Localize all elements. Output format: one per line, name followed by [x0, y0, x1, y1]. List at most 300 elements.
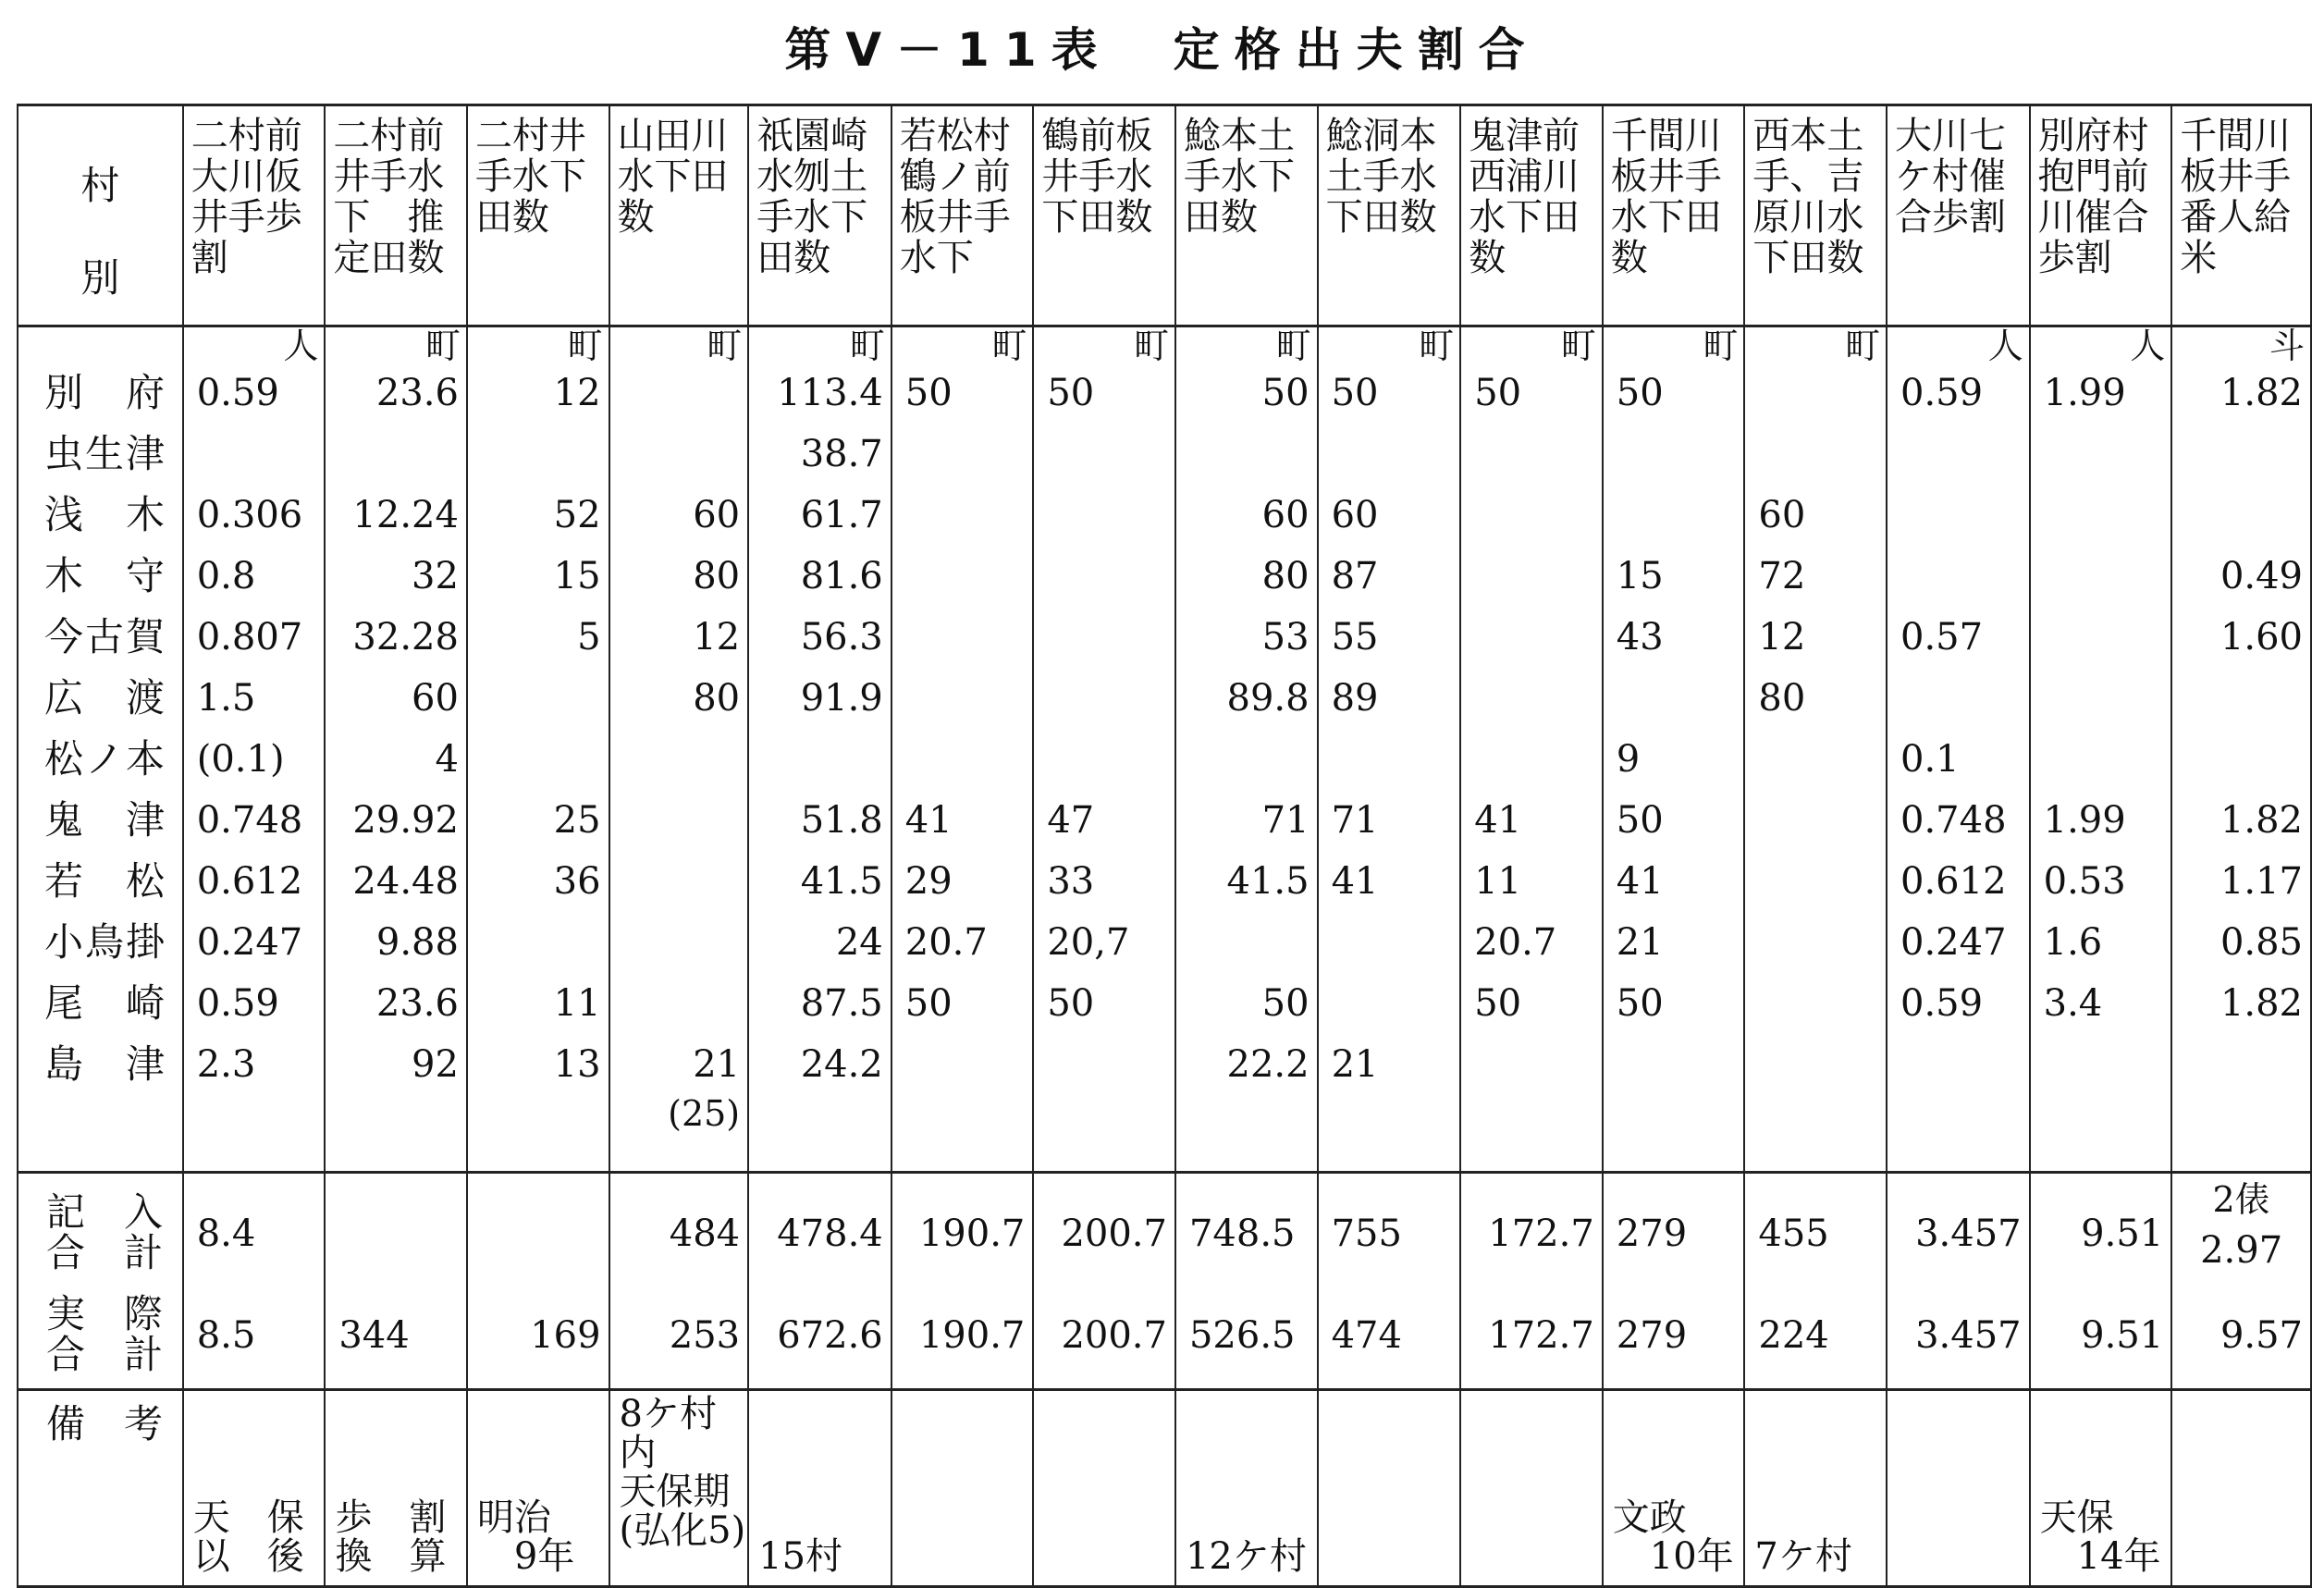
- table-cell: [1176, 912, 1317, 973]
- table-cell-note: (25): [668, 1093, 741, 1134]
- notes-column: [891, 1390, 1034, 1587]
- table-cell: [2031, 546, 2171, 607]
- table-cell: 71: [1331, 799, 1379, 842]
- totals-cell: 9.51: [2081, 1213, 2164, 1255]
- column-header-text: 大川七ケ村催合歩割: [1895, 115, 2007, 239]
- table-cell: [610, 729, 748, 790]
- table-cell: 50: [1047, 372, 1095, 414]
- totals-label-top: 実 際: [46, 1291, 164, 1336]
- totals-label-bottom: 合 計: [46, 1230, 164, 1275]
- table-cell: [2031, 424, 2171, 485]
- table-cell: 21: [1331, 1043, 1379, 1086]
- column-header-text: 若松村鶴ノ前板井手水下: [899, 115, 1011, 279]
- value-column: [1460, 326, 1603, 1173]
- table-cell: [749, 729, 891, 790]
- totals-cell: 3.457: [1915, 1314, 2022, 1357]
- table-cell: 55: [1331, 616, 1379, 659]
- table-cell: [1319, 424, 1460, 485]
- totals-cell: 672.6: [777, 1314, 883, 1357]
- table-cell: [2172, 485, 2310, 546]
- totals-column: [891, 1173, 1034, 1390]
- table-cell: 87: [1331, 555, 1379, 597]
- table-cell: 20,7: [1047, 921, 1130, 964]
- notes-cell: 文政 10年: [1612, 1496, 1734, 1578]
- table-cell: 15: [553, 555, 601, 597]
- value-list: [184, 363, 325, 1095]
- value-column: [183, 326, 326, 1173]
- totals-column: [1603, 1173, 1745, 1390]
- table-cell: 11: [553, 982, 601, 1025]
- table-cell: 0.59: [1900, 372, 1984, 414]
- table-cell: [1745, 1034, 1886, 1095]
- table-cell: 80: [693, 555, 741, 597]
- village-name: 鬼 津: [44, 797, 167, 843]
- table-cell: 0.53: [2043, 860, 2126, 903]
- notes-label-column: [18, 1390, 183, 1587]
- table-cell: [1745, 912, 1886, 973]
- table-cell: 21: [693, 1043, 741, 1086]
- unit-label: 人: [1987, 326, 2023, 366]
- table-cell: 60: [693, 494, 741, 536]
- totals-column: [1887, 1173, 2030, 1390]
- value-column: [1318, 326, 1461, 1173]
- village-name: 今古賀: [44, 614, 167, 659]
- table-cell: 0.306: [196, 494, 303, 536]
- notes-column: [1744, 1390, 1887, 1587]
- table-cell: 50: [1047, 982, 1095, 1025]
- unit-label: 人: [2130, 326, 2166, 366]
- table-cell: 71: [1261, 799, 1310, 842]
- totals-label-bottom: 合 計: [46, 1332, 164, 1377]
- totals-column: [1175, 1173, 1318, 1390]
- table-cell: 50: [1331, 372, 1379, 414]
- table-cell: 32.28: [352, 616, 459, 659]
- value-column: [467, 326, 609, 1173]
- table-cell: 12: [1758, 616, 1806, 659]
- value-list: [749, 363, 891, 1095]
- value-column: [1744, 326, 1887, 1173]
- value-column: [1887, 326, 2030, 1173]
- table-cell: 60: [412, 677, 459, 720]
- table-cell: 80: [1261, 555, 1310, 597]
- table-cell: [1461, 546, 1602, 607]
- column-header: [1887, 105, 2030, 326]
- table-cell: [468, 912, 609, 973]
- table-cell: 12: [693, 616, 741, 659]
- unit-label: 町: [1275, 326, 1311, 366]
- column-header: [467, 105, 609, 326]
- value-list: [326, 363, 466, 1095]
- unit-label: 町: [1560, 326, 1596, 366]
- table-cell: [468, 729, 609, 790]
- value-list: [1034, 363, 1174, 1095]
- table-cell: [1319, 912, 1460, 973]
- totals-label: [18, 1189, 164, 1275]
- column-header-text: 千間川板井手番人給米: [2180, 115, 2292, 279]
- table-cell: [1745, 363, 1886, 424]
- column-header: [748, 105, 891, 326]
- totals-column: [1744, 1173, 1887, 1390]
- table-cell: [2172, 668, 2310, 729]
- table-cell: [1034, 485, 1174, 546]
- value-list: [468, 363, 609, 1095]
- table-cell: 0.59: [196, 372, 279, 414]
- table-cell: [892, 729, 1033, 790]
- table-cell: [892, 607, 1033, 668]
- value-list: [1604, 363, 1744, 1095]
- table-cell: 50: [1261, 372, 1310, 414]
- column-header-text: 鬼津前西浦川水下田数: [1469, 115, 1580, 279]
- totals-column: [1033, 1173, 1175, 1390]
- table-cell: 72: [1758, 555, 1806, 597]
- table-cell: 24.48: [352, 860, 459, 903]
- table-cell: [1034, 607, 1174, 668]
- table-cell: [1887, 1034, 2029, 1095]
- table-cell: [1034, 729, 1174, 790]
- village-column: [18, 326, 183, 1173]
- table-cell: [1604, 485, 1744, 546]
- unit-label: 町: [1133, 326, 1169, 366]
- village-name: 尾 崎: [44, 980, 167, 1026]
- table-cell: 29.92: [352, 799, 459, 842]
- totals-column: [183, 1173, 326, 1390]
- table-cell: 1.6: [2043, 921, 2103, 964]
- column-header-text: 千間川板井手水下田数: [1610, 115, 1722, 279]
- table-cell: 4: [435, 738, 459, 781]
- totals-cell: 344: [338, 1314, 410, 1357]
- column-header: [891, 105, 1034, 326]
- table-cell: 89: [1331, 677, 1379, 720]
- table-cell: [2031, 729, 2171, 790]
- notes-column: [2030, 1390, 2172, 1587]
- totals-label-column: [18, 1173, 183, 1390]
- village-name: 松ノ本: [44, 736, 167, 782]
- totals-cell: 3.457: [1915, 1213, 2022, 1255]
- column-header: [1460, 105, 1603, 326]
- table-cell: [2031, 668, 2171, 729]
- totals-column: [609, 1173, 749, 1390]
- column-header: [1603, 105, 1745, 326]
- table-cell: 41: [904, 799, 953, 842]
- notes-cell: 歩 割 換 算: [335, 1496, 447, 1578]
- unit-label: 斗: [2269, 326, 2305, 366]
- table-cell: 50: [1474, 372, 1522, 414]
- table-cell: [1745, 790, 1886, 851]
- column-header: [183, 105, 326, 326]
- table-cell: 60: [1758, 494, 1806, 536]
- table-cell: 52: [553, 494, 601, 536]
- table-cell: [1887, 668, 2029, 729]
- table-cell: [1461, 729, 1602, 790]
- village-name: 虫生津: [44, 431, 167, 476]
- village-name: 木 守: [44, 553, 167, 598]
- table-cell: 24.2: [800, 1043, 883, 1086]
- table-cell: [892, 668, 1033, 729]
- table-cell: [468, 668, 609, 729]
- unit-label: 町: [707, 326, 743, 366]
- totals-column: [1460, 1173, 1603, 1390]
- data-table: [17, 104, 2312, 1588]
- table-cell: 0.8: [196, 555, 256, 597]
- totals-cell: 484: [669, 1213, 741, 1255]
- column-header: [1744, 105, 1887, 326]
- table-cell: 1.17: [2219, 860, 2303, 903]
- table-cell: 50: [1474, 982, 1522, 1025]
- table-cell: 2.3: [196, 1043, 256, 1086]
- table-cell: 0.247: [1900, 921, 2007, 964]
- table-cell: 23.6: [375, 372, 459, 414]
- notes-column: [2171, 1390, 2311, 1587]
- table-cell: [1034, 424, 1174, 485]
- table-cell: [1887, 424, 2029, 485]
- table-cell: [1604, 424, 1744, 485]
- totals-column: [325, 1173, 467, 1390]
- column-header-text: 二村前大川仮井手歩割: [191, 115, 302, 279]
- totals-cell: 190.7: [918, 1314, 1026, 1357]
- totals-cell: 9.57: [2219, 1314, 2303, 1357]
- table-cell: 47: [1047, 799, 1095, 842]
- totals-cell: 224: [1758, 1314, 1829, 1357]
- table-cell: [2172, 729, 2310, 790]
- table-cell: 15: [1616, 555, 1664, 597]
- notes-cell: 天 保 以 後: [192, 1496, 304, 1578]
- table-cell: [1034, 546, 1174, 607]
- table-cell: [468, 424, 609, 485]
- table-cell: [892, 485, 1033, 546]
- table-cell: 20.7: [1474, 921, 1557, 964]
- value-column: [748, 326, 891, 1173]
- table-cell: 60: [1261, 494, 1310, 536]
- village-name: 若 松: [44, 858, 167, 904]
- table-cell: [1461, 607, 1602, 668]
- table-cell: 50: [904, 982, 953, 1025]
- table-cell: 36: [553, 860, 601, 903]
- value-list: [892, 363, 1033, 1095]
- column-header-text: 山田川 水下田数: [617, 115, 766, 239]
- value-column: [2030, 326, 2172, 1173]
- column-header: [2030, 105, 2172, 326]
- village-name: 小鳥掛: [44, 919, 167, 965]
- notes-column: [1033, 1390, 1175, 1587]
- table-cell: 61.7: [800, 494, 883, 536]
- value-column: [2171, 326, 2311, 1173]
- table-cell: [1745, 851, 1886, 912]
- table-cell: 12: [553, 372, 601, 414]
- table-cell: 60: [1331, 494, 1379, 536]
- value-list: [1319, 363, 1460, 1095]
- table-cell: 51.8: [800, 799, 883, 842]
- table-cell: 1.5: [196, 677, 256, 720]
- column-header: [2171, 105, 2311, 326]
- totals-cell: 253: [669, 1314, 741, 1357]
- notes-column: [325, 1390, 467, 1587]
- table-cell: 22.2: [1226, 1043, 1310, 1086]
- notes-row: [18, 1390, 2311, 1587]
- column-header: [1318, 105, 1461, 326]
- value-column: [1033, 326, 1175, 1173]
- table-cell: 0.612: [196, 860, 303, 903]
- totals-label-top: 記 入: [46, 1189, 164, 1235]
- table-cell: [1461, 1034, 1602, 1095]
- totals-cell: 2.97: [2200, 1229, 2283, 1272]
- table-cell: [1176, 729, 1317, 790]
- table-cell: 50: [904, 372, 953, 414]
- table-cell: 38.7: [800, 433, 883, 475]
- table-cell: 1.60: [2219, 616, 2303, 659]
- totals-cell: 8.5: [196, 1314, 256, 1357]
- table-cell: [1034, 1034, 1174, 1095]
- table-cell: [610, 851, 748, 912]
- table-cell: [1461, 668, 1602, 729]
- totals-cell: 9.51: [2081, 1314, 2164, 1357]
- table-cell: 0.59: [196, 982, 279, 1025]
- table-cell: [892, 424, 1033, 485]
- notes-column: [467, 1390, 609, 1587]
- totals-cell: 8.4: [196, 1213, 256, 1255]
- table-cell: 1.99: [2043, 372, 2126, 414]
- table-cell: 25: [553, 799, 601, 842]
- column-header: [1033, 105, 1175, 326]
- village-name: 島 津: [44, 1041, 167, 1087]
- table-cell: [1887, 485, 2029, 546]
- table-cell: [1604, 668, 1744, 729]
- table-cell: 1.99: [2043, 799, 2126, 842]
- unit-label: 町: [424, 326, 461, 366]
- table-cell: [2031, 607, 2171, 668]
- column-header-text: 別府村抱門前川催合歩割: [2037, 115, 2149, 279]
- table-cell: [610, 363, 748, 424]
- notes-cell: 12ケ村: [1185, 1535, 1307, 1578]
- table-cell: 3.4: [2043, 982, 2103, 1025]
- totals-column: [2171, 1173, 2311, 1390]
- table-cell: 41: [1616, 860, 1664, 903]
- table-cell: [1319, 973, 1460, 1034]
- table-cell: 9: [1616, 738, 1641, 781]
- table-cell: 24: [835, 921, 883, 964]
- value-column: [325, 326, 467, 1173]
- totals-cell: 455: [1758, 1213, 1829, 1255]
- table-cell: 43: [1616, 616, 1664, 659]
- table-cell: [1604, 1034, 1744, 1095]
- table-cell: [1745, 424, 1886, 485]
- totals-label: [18, 1291, 164, 1377]
- value-list: [1745, 363, 1886, 1095]
- notes-cell: 天保 14年: [2039, 1496, 2161, 1578]
- value-list: [1176, 363, 1317, 1095]
- totals-cell: 200.7: [1061, 1314, 1167, 1357]
- notes-column: [1460, 1390, 1603, 1587]
- notes-column: [183, 1390, 326, 1587]
- table-cell: 0.748: [196, 799, 303, 842]
- table-cell: [1461, 424, 1602, 485]
- totals-cell: 478.4: [777, 1213, 883, 1255]
- table-cell: 50: [1261, 982, 1310, 1025]
- table-cell: 41.5: [1226, 860, 1310, 903]
- table-cell: 41: [1331, 860, 1379, 903]
- table-cell: [610, 973, 748, 1034]
- unit-label: 町: [1419, 326, 1455, 366]
- table-cell: 5: [577, 616, 601, 659]
- table-cell: [1745, 729, 1886, 790]
- table-cell: 50: [1616, 799, 1664, 842]
- village-name: 広 渡: [44, 675, 167, 720]
- table-cell: [326, 424, 466, 485]
- page-title: 第V－11表 定格出夫割合: [784, 23, 1540, 77]
- table-cell: [1034, 668, 1174, 729]
- notes-cell: 8ケ村 内 天保期 (弘化5): [619, 1393, 746, 1552]
- table-cell: [1887, 546, 2029, 607]
- row-label-text: [18, 106, 182, 325]
- value-column: [1603, 326, 1745, 1173]
- unit-label: 町: [567, 326, 603, 366]
- table-cell: 0.85: [2219, 921, 2303, 964]
- table-cell: 33: [1047, 860, 1095, 903]
- table-cell: 92: [412, 1043, 459, 1086]
- table-cell: 41: [1474, 799, 1522, 842]
- village-name: 浅 木: [44, 492, 167, 537]
- table-cell: 91.9: [800, 677, 883, 720]
- table-cell: [1745, 973, 1886, 1034]
- table-cell: [892, 1034, 1033, 1095]
- totals-cell: [326, 1203, 466, 1264]
- totals-column: [748, 1173, 891, 1390]
- column-header-text: 鯰洞本土手水下田数: [1325, 115, 1437, 239]
- unit-label: 町: [1845, 326, 1881, 366]
- table-cell: 50: [1616, 372, 1664, 414]
- table-cell: [1461, 485, 1602, 546]
- table-cell: 113.4: [777, 372, 883, 414]
- table-cell: 0.57: [1900, 616, 1984, 659]
- table-cell: [2172, 424, 2310, 485]
- column-header-text: 西本土手、吉原川水下田数: [1752, 115, 1864, 279]
- value-list: [1461, 363, 1602, 1095]
- table-cell: 41.5: [800, 860, 883, 903]
- table-cell: 53: [1261, 616, 1310, 659]
- table-cell: 29: [904, 860, 953, 903]
- table-cell: [892, 546, 1033, 607]
- table-cell: [610, 790, 748, 851]
- table-cell: 56.3: [800, 616, 883, 659]
- table-cell: 0.1: [1900, 738, 1960, 781]
- totals-cell: 279: [1616, 1213, 1688, 1255]
- table-cell: 1.82: [2219, 372, 2303, 414]
- table-cell: [2031, 485, 2171, 546]
- table-cell: (0.1): [196, 738, 285, 781]
- totals-cell: [468, 1203, 609, 1264]
- table-cell: [610, 912, 748, 973]
- notes-column: [609, 1390, 749, 1587]
- table-cell: 80: [693, 677, 741, 720]
- table-cell: 11: [1474, 860, 1522, 903]
- unit-label: 町: [991, 326, 1027, 366]
- notes-column: [1887, 1390, 2030, 1587]
- totals-cell-note: 2俵: [2212, 1179, 2270, 1220]
- totals-cell: 172.7: [1488, 1314, 1594, 1357]
- table-cell: 1.82: [2219, 799, 2303, 842]
- value-list: [2031, 363, 2171, 1095]
- table-cell: 13: [553, 1043, 601, 1086]
- table-cell: 80: [1758, 677, 1806, 720]
- table-cell: 20.7: [904, 921, 988, 964]
- body-rows: [18, 326, 2311, 1173]
- row-label-header: [18, 105, 183, 326]
- totals-cell: 279: [1616, 1314, 1688, 1357]
- table-cell: 32: [412, 555, 459, 597]
- column-header-text: 祇園崎水刎土手水下田数: [756, 115, 868, 279]
- table-cell: 0.807: [196, 616, 303, 659]
- table-cell: 21: [1616, 921, 1664, 964]
- totals-cell: 755: [1331, 1213, 1402, 1255]
